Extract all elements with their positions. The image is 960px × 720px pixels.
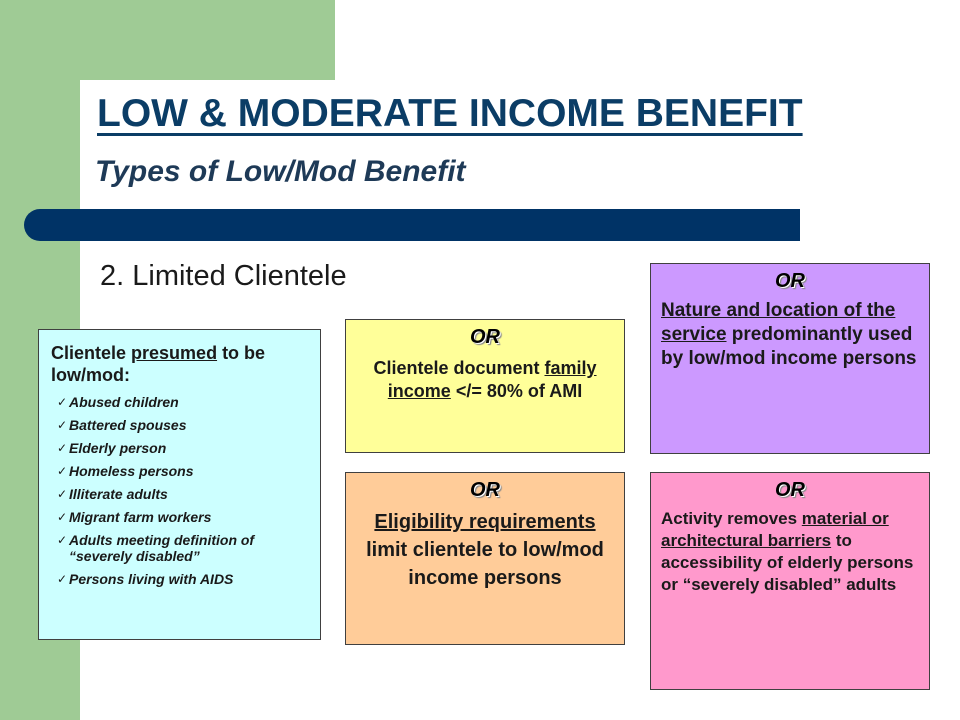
check-icon: ✓ [57,572,68,586]
nature-location-underlined: Nature and location of the service [661,300,896,345]
list-item-text: Illiterate adults [69,486,168,502]
list-item-text: Abused children [69,394,179,410]
or-label: OR [470,326,500,348]
eligibility-text [354,508,616,592]
check-icon: ✓ [57,441,68,455]
family-income-box [345,319,625,453]
presumed-heading-underlined: presumed [131,343,218,363]
divider-bar [24,209,800,241]
presumed-heading-suffix: to be low/mod: [51,343,266,385]
list-item [57,509,308,525]
barriers-box [650,472,930,690]
eligibility-underlined: Eligibility requirements [374,511,596,533]
family-income-suffix: </= 80% of AMI [450,381,583,401]
family-income-prefix: Clientele document [373,358,545,378]
check-icon: ✓ [57,418,68,432]
list-item [57,571,308,587]
check-icon: ✓ [57,395,68,409]
list-item [57,417,308,433]
eligibility-suffix: limit clientele to low/mod income persons [366,539,604,589]
eligibility-box [345,472,625,645]
list-item-text: Battered spouses [69,417,187,433]
family-income-underlined: family income [387,358,597,401]
list-item [57,532,308,564]
list-item-text: Persons living with AIDS [69,571,234,587]
check-icon: ✓ [57,487,68,501]
or-label: OR [470,479,500,501]
presumed-heading-prefix: Clientele [51,343,132,363]
nature-location-text [661,299,919,371]
check-icon: ✓ [57,464,68,478]
slide-subtitle: Types of Low/Mod Benefit [95,155,466,188]
list-item-text: Adults meeting definition of “severely disabled” [69,532,255,564]
or-label: OR [775,270,805,292]
list-item-text: Elderly person [69,440,167,456]
list-item-text: Homeless persons [69,463,194,479]
list-item [57,463,308,479]
list-item [57,394,308,410]
barriers-text [661,508,919,596]
list-item-text: Migrant farm workers [69,509,212,525]
nature-location-suffix: predominantly used by low/mod income persons [661,324,917,369]
or-label: OR [775,479,805,501]
presumed-clientele-box [38,329,321,640]
barriers-suffix: to accessibility of elderly persons or “severely disabled” adults [661,531,914,594]
list-item [57,486,308,502]
nature-location-box [650,263,930,454]
list-item [57,440,308,456]
family-income-text [356,357,614,403]
presumed-list [51,394,308,587]
check-icon: ✓ [57,533,68,547]
barriers-underlined: material or architectural barriers [661,509,889,550]
presumed-heading [51,342,308,386]
top-green-corner [80,0,335,80]
slide-title: LOW & MODERATE INCOME BENEFIT [97,92,803,135]
check-icon: ✓ [57,510,68,524]
barriers-prefix: Activity removes [661,509,802,528]
section-heading: 2. Limited Clientele [100,260,347,292]
